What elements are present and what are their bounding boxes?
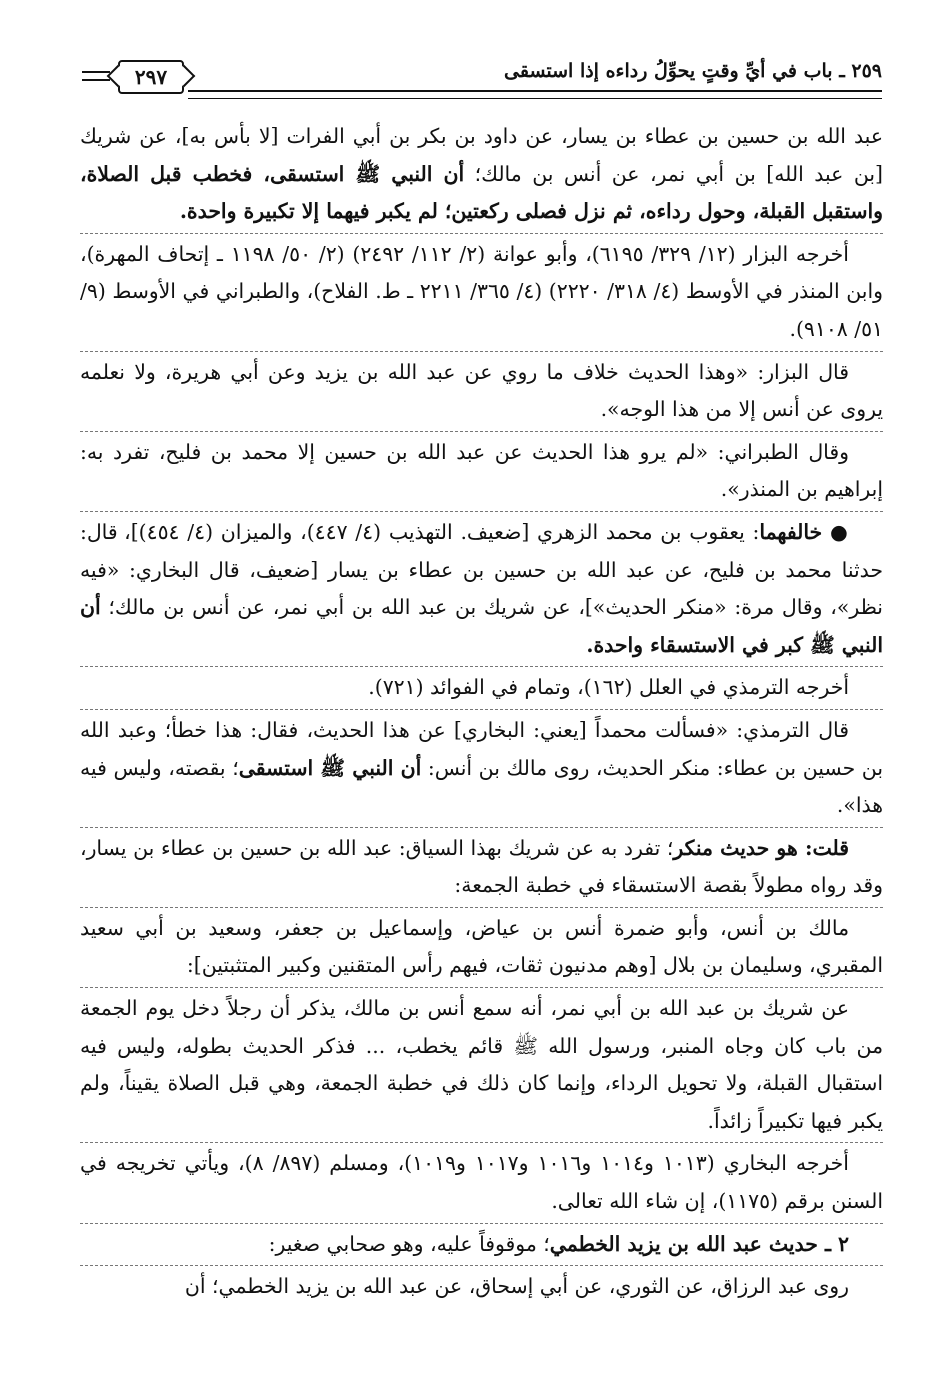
- paragraph-3: قال البزار: «وهذا الحديث خلاف ما روي عن عبد الله بن يزيد وعن أبي هريرة، ولا نعلمه يروى عن أنس إلا من هذا الوجه».: [80, 359, 883, 422]
- paragraph-7: [80, 712, 883, 825]
- paragraph-9: مالك بن أنس، وأبو ضمرة أنس بن عياض، وإسماعيل بن جعفر، وسعيد بن أبي سعيد المقبري، وسليمان بن بلال [وهم مدنيون ثقات، فيهم رأس المتقنين وكبير المتثبتين]:: [80, 915, 883, 978]
- paragraph-7-text: قال الترمذي: «فسألت محمداً [يعني: البخاري] عن هذا الحديث، فقال: هذا خطأ؛ وعبد الله بن حسين بن عطاء: منكر الحديث، روى مالك بن أنس:: [80, 717, 883, 780]
- divider: [80, 987, 883, 988]
- chapter-title: ٢٥٩ ـ باب في أيِّ وقتٍ يحوِّلُ رداءه إذا استسقى: [504, 60, 882, 82]
- paragraph-13: روى عبد الرزاق، عن الثوري، عن أبي إسحاق، عن عبد الله بن يزيد الخطمي؛ أن: [184, 1274, 849, 1299]
- paragraph-6: أخرجه الترمذي في العلل (١٦٢)، وتمام في الفوائد (٧٢١).: [368, 675, 849, 700]
- divider: [80, 511, 883, 512]
- paragraph-5-hadith: أن النبي ﷺ كبر في الاستسقاء واحدة.: [80, 595, 883, 657]
- page-number-badge: [118, 60, 184, 94]
- paragraph-11: أخرجه البخاري (١٠١٣ و١٠١٤ و١٠١٦ و١٠١٧ و١٠١٩)، ومسلم (٨٩٧/ ٨)، ويأتي تخريجه في السنن برقم (١١٧٥)، إن شاء الله تعالى.: [80, 1151, 883, 1214]
- divider: [80, 351, 883, 352]
- paragraph-12-text: ؛ موقوفاً عليه، وهو صحابي صغير:: [268, 1231, 550, 1256]
- divider: [80, 709, 883, 710]
- paragraph-5-text: : يعقوب بن محمد الزهري [ضعيف. التهذيب (٤/ ٤٤٧)، والميزان (٤/ ٤٥٤)]، قال: حدثنا محمد بن فليح، عن عبد الله بن حسين بن عطاء بن يسار [ضعيف، قال البخاري: «فيه نظر»، وقال مرة: «منكر الحديث»]، عن شريك بن عبد الله بن أبي نمر، عن أنس بن مالك؛: [80, 519, 883, 620]
- header-rule: [188, 90, 882, 99]
- page-number: ٢٩٧: [134, 65, 168, 89]
- divider: [80, 666, 883, 667]
- paragraph-1-text: عبد الله بن حسين بن عطاء بن يسار، عن داود بن بكر بن أبي الفرات [لا بأس به]، عن شريك [بن عبد الله] بن أبي نمر، عن أنس بن مالك؛: [80, 124, 883, 186]
- paragraph-1-hadith: أن النبي ﷺ استسقى، فخطب قبل الصلاة، واستقبل القبلة، وحول رداءه، ثم نزل فصلى ركعتين؛ لم يكبر فيهما إلا تكبيرة واحدة.: [80, 161, 883, 224]
- paragraph-8: [80, 830, 883, 905]
- paragraph-5-lead: خالفهما: [759, 519, 823, 544]
- paragraph-12-lead: ٢ ـ حديث عبد الله بن يزيد الخطمي: [549, 1231, 849, 1256]
- divider: [80, 1223, 883, 1224]
- page-header: [82, 56, 882, 106]
- paragraph-12: [80, 1226, 883, 1264]
- divider: [80, 431, 883, 432]
- paragraph-7-tail: ؛ بقصته، وليس فيه هذا».: [80, 755, 883, 818]
- bullet: ●: [829, 519, 850, 544]
- page-body: [80, 118, 883, 1306]
- divider: [80, 1265, 883, 1266]
- paragraph-4: وقال الطبراني: «لم يرو هذا الحديث عن عبد الله بن حسين إلا محمد بن فليح، تفرد به: إبراهيم بن المنذر».: [80, 439, 883, 502]
- paragraph-8-text: ؛ تفرد به عن شريك بهذا السياق: عبد الله بن حسين بن عطاء بن يسار، وقد رواه مطولاً بقصة الاستسقاء في خطبة الجمعة:: [80, 835, 883, 898]
- divider: [80, 1142, 883, 1143]
- paragraph-8-lead: قلت: هو حديث منكر: [673, 835, 849, 860]
- divider: [80, 907, 883, 908]
- paragraph-1: [80, 118, 883, 231]
- paragraph-10: عن شريك بن عبد الله بن أبي نمر، أنه سمع أنس بن مالك، يذكر أن رجلاً دخل يوم الجمعة من باب كان وجاه المنبر، ورسول الله ﷺ قائم يخطب، ... فذكر الحديث بطوله، وليس فيه استقبال القبلة، ولا تحويل الرداء، وإنما كان ذلك في خطبة الجمعة، وهي قبل الصلاة يقيناً، ولم يكبر فيها تكبيراً زائداً.: [80, 996, 883, 1133]
- paragraph-2: أخرجه البزار (١٢/ ٣٢٩/ ٦١٩٥)، وأبو عوانة (٢/ ١١٢/ ٢٤٩٢) (٢/ ٥٠/ ١١٩٨ ـ إتحاف المهرة)، وابن المنذر في الأوسط (٤/ ٣١٨/ ٢٢٢٠) (٤/ ٣٦٥/ ٢٢١١ ـ ط. الفلاح)، والطبراني في الأوسط (٩/ ٥١/ ٩١٠٨).: [80, 241, 883, 341]
- divider: [80, 827, 883, 828]
- divider: [80, 233, 883, 234]
- paragraph-5: [80, 514, 883, 664]
- paragraph-7-hadith: أن النبي ﷺ استسقى: [238, 755, 422, 780]
